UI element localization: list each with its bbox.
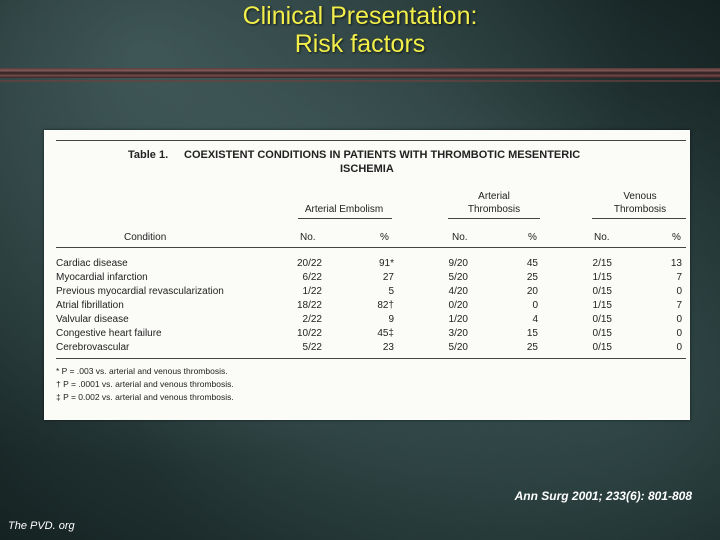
cell-vt-no: 0/15 <box>592 286 612 297</box>
cell-ae-no: 20/22 <box>296 258 322 269</box>
table-number: Table 1. <box>128 149 169 161</box>
title-divider <box>0 68 720 78</box>
cell-vt-no: 1/15 <box>592 272 612 283</box>
cell-vt-no: 2/15 <box>592 258 612 269</box>
cell-ae-pct: 27 <box>382 272 394 283</box>
cell-condition: Valvular disease <box>56 314 129 325</box>
cell-at-pct: 20 <box>526 286 538 297</box>
table-top-rule <box>56 140 686 141</box>
group-header-line-1: Arterial <box>478 191 510 202</box>
cell-condition: Atrial fibrillation <box>56 300 124 311</box>
table-title-line-2: ISCHEMIA <box>340 163 394 175</box>
slide-title-line-2: Risk factors <box>294 30 426 58</box>
footnote: ‡ P = 0.002 vs. arterial and venous thrombosis. <box>56 392 234 402</box>
column-header-at-pct: % <box>528 232 537 243</box>
cell-at-no: 9/20 <box>448 258 468 269</box>
cell-ae-pct: 5 <box>388 286 394 297</box>
title-divider-thin <box>0 80 720 82</box>
cell-at-pct: 25 <box>526 342 538 353</box>
group-header-line-1 <box>284 190 404 203</box>
cell-condition: Myocardial infarction <box>56 272 148 283</box>
slide-title-line-1: Clinical Presentation: <box>242 2 478 30</box>
cell-condition: Cerebrovascular <box>56 342 130 353</box>
group-header-line-2: Arterial Embolism <box>304 204 384 215</box>
cell-ae-pct: 45‡ <box>377 328 394 339</box>
table-title-line-1: COEXISTENT CONDITIONS IN PATIENTS WITH THROMBOTIC MESENTERIC <box>184 149 581 161</box>
cell-ae-pct: 9 <box>388 314 394 325</box>
cell-condition: Cardiac disease <box>56 258 128 269</box>
group-header-line-2: Thrombosis <box>467 204 521 215</box>
header-bottom-rule <box>56 247 686 248</box>
cell-ae-pct: 82† <box>377 300 394 311</box>
cell-vt-pct: 0 <box>676 328 682 339</box>
footer-text: The PVD. org <box>8 520 75 532</box>
cell-ae-no: 6/22 <box>302 272 322 283</box>
group-header-line-2: Thrombosis <box>613 204 667 215</box>
cell-ae-pct: 91* <box>378 258 394 269</box>
table-bottom-rule <box>56 358 686 359</box>
cell-vt-pct: 0 <box>676 286 682 297</box>
group-underline-arterial-thrombosis <box>448 218 540 219</box>
table-row <box>44 299 690 312</box>
cell-vt-no: 1/15 <box>592 300 612 311</box>
cell-vt-pct: 0 <box>676 342 682 353</box>
table-row <box>44 313 690 326</box>
column-header-at-no: No. <box>452 232 468 243</box>
column-header-ae-no: No. <box>300 232 316 243</box>
footnote: * P = .003 vs. arterial and venous thrombosis. <box>56 366 228 376</box>
column-header-ae-pct: % <box>380 232 389 243</box>
cell-vt-pct: 7 <box>676 272 682 283</box>
column-header-vt-pct: % <box>672 232 681 243</box>
cell-ae-no: 18/22 <box>296 300 322 311</box>
table-row <box>44 327 690 340</box>
group-header-arterial-thrombosis <box>444 190 544 216</box>
group-underline-venous-thrombosis <box>592 218 686 219</box>
table-row <box>44 341 690 354</box>
citation: Ann Surg 2001; 233(6): 801-808 <box>514 489 692 503</box>
cell-at-pct: 0 <box>532 300 538 311</box>
group-underline-arterial-embolism <box>298 218 392 219</box>
cell-at-no: 1/20 <box>448 314 468 325</box>
cell-at-no: 5/20 <box>448 272 468 283</box>
cell-ae-pct: 23 <box>382 342 394 353</box>
cell-at-no: 3/20 <box>448 328 468 339</box>
cell-condition: Previous myocardial revascularization <box>56 286 224 297</box>
table-row <box>44 285 690 298</box>
cell-at-pct: 15 <box>526 328 538 339</box>
table-row <box>44 257 690 270</box>
slide-title <box>0 2 720 58</box>
cell-vt-no: 0/15 <box>592 314 612 325</box>
group-header-line-1: Venous <box>623 191 657 202</box>
cell-vt-pct: 7 <box>676 300 682 311</box>
cell-at-no: 0/20 <box>448 300 468 311</box>
cell-condition: Congestive heart failure <box>56 328 162 339</box>
column-header-condition: Condition <box>124 232 167 243</box>
cell-at-no: 4/20 <box>448 286 468 297</box>
cell-at-pct: 25 <box>526 272 538 283</box>
group-header-arterial-embolism <box>284 190 404 216</box>
cell-vt-pct: 13 <box>670 258 682 269</box>
column-header-vt-no: No. <box>594 232 610 243</box>
table-row <box>44 271 690 284</box>
cell-at-no: 5/20 <box>448 342 468 353</box>
cell-vt-no: 0/15 <box>592 342 612 353</box>
cell-at-pct: 45 <box>526 258 538 269</box>
cell-ae-no: 1/22 <box>302 286 322 297</box>
cell-ae-no: 2/22 <box>302 314 322 325</box>
cell-vt-pct: 0 <box>676 314 682 325</box>
cell-at-pct: 4 <box>532 314 538 325</box>
group-header-venous-thrombosis <box>590 190 690 216</box>
table-panel <box>44 130 690 420</box>
cell-ae-no: 10/22 <box>296 328 322 339</box>
footnote: † P = .0001 vs. arterial and venous thrombosis. <box>56 379 234 389</box>
cell-ae-no: 5/22 <box>302 342 322 353</box>
cell-vt-no: 0/15 <box>592 328 612 339</box>
